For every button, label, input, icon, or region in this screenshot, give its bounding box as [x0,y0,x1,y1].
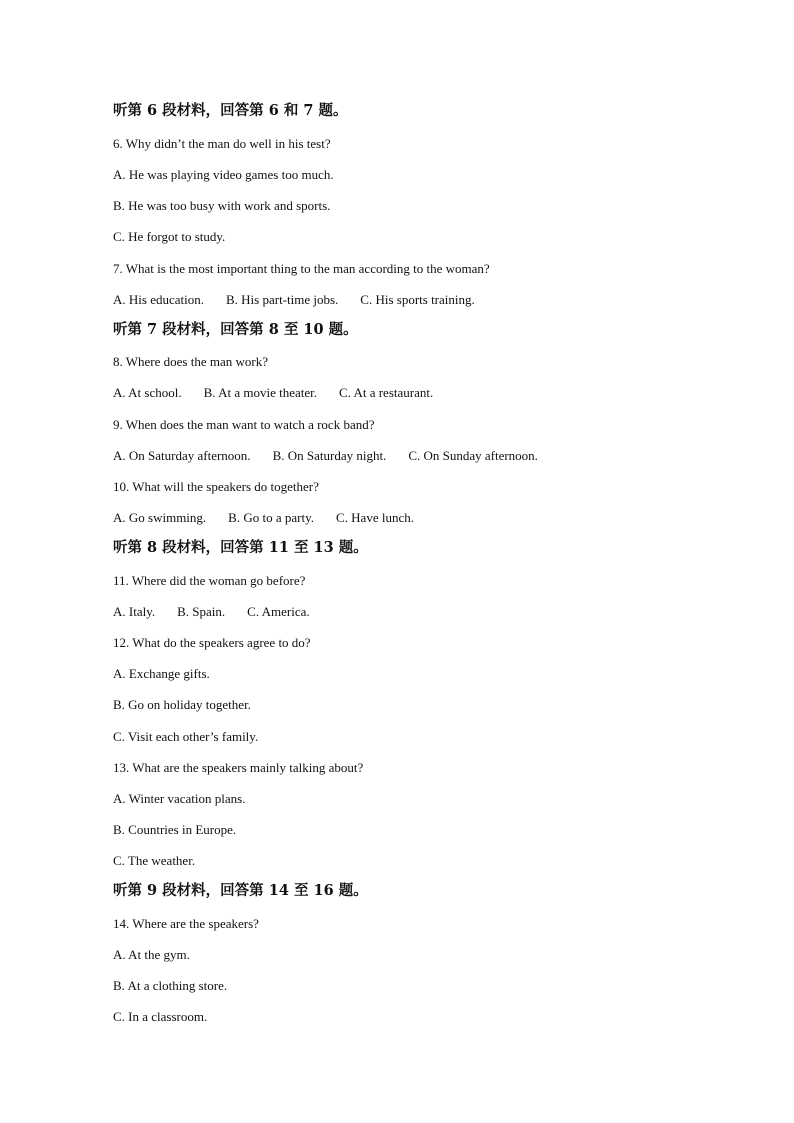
question-6: 6. Why didn’t the man do well in his test? [113,136,331,151]
option-7c: C. His sports training. [360,292,475,307]
option-11b: B. Spain. [177,604,226,619]
option-12c: C. Visit each other’s family. [113,729,259,744]
option-11c: C. America. [247,604,310,619]
option-7b: B. His part-time jobs. [225,292,339,307]
option-14a: A. At the gym. [113,947,190,962]
option-6a: A. He was playing video games too much. [113,167,334,182]
option-6c: C. He forgot to study. [113,229,226,244]
option-6b: B. He was too busy with work and sports. [113,198,331,213]
option-12a: A. Exchange gifts. [113,666,210,681]
option-12b: B. Go on holiday together. [113,697,251,712]
options-10 [113,510,414,526]
question-7: 7. What is the most important thing to the man according to the woman? [113,261,490,276]
option-10a: A. Go swimming. [113,510,207,525]
options-11 [113,604,310,620]
section-heading: 听第 9 段材料，回答第 14 至 16 题。 [113,882,368,899]
question-14: 14. Where are the speakers? [113,916,259,931]
option-10b: B. Go to a party. [228,510,314,525]
question-9: 9. When does the man want to watch a rock band? [113,417,375,432]
section-heading: 听第 6 段材料，回答第 6 和 7 题。 [113,102,348,119]
option-14b: B. At a clothing store. [113,978,228,993]
question-12: 12. What do the speakers agree to do? [113,635,311,650]
question-10: 10. What will the speakers do together? [113,479,319,494]
options-8 [113,385,433,401]
option-9b: B. On Saturday night. [272,448,387,463]
option-9c: C. On Sunday afternoon. [408,448,538,463]
question-11: 11. Where did the woman go before? [113,573,306,588]
option-13c: C. The weather. [113,853,196,868]
option-11a: A. Italy. [113,604,156,619]
option-14c: C. In a classroom. [113,1009,208,1024]
option-8c: C. At a restaurant. [339,385,434,400]
section-heading: 听第 7 段材料，回答第 8 至 10 题。 [113,321,358,338]
option-9a: A. On Saturday afternoon. [113,448,251,463]
question-8: 8. Where does the man work? [113,354,268,369]
option-8a: A. At school. [113,385,182,400]
option-13a: A. Winter vacation plans. [113,791,246,806]
option-13b: B. Countries in Europe. [113,822,237,837]
question-13: 13. What are the speakers mainly talking about? [113,760,364,775]
option-7a: A. His education. [113,292,204,307]
section-heading: 听第 8 段材料，回答第 11 至 13 题。 [113,539,368,556]
options-9 [113,448,538,464]
option-8b: B. At a movie theater. [203,385,317,400]
options-7 [113,292,475,308]
option-10c: C. Have lunch. [335,510,414,525]
